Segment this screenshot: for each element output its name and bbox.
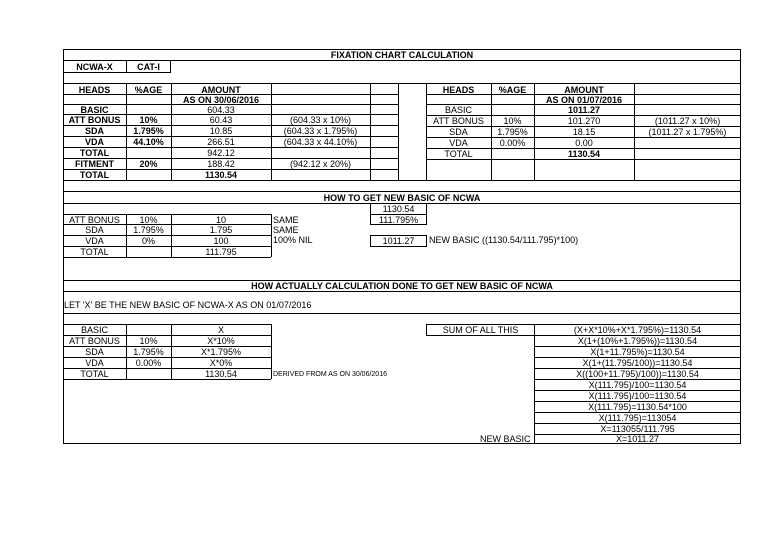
- row-val: 111.795: [205, 247, 237, 257]
- rule: [63, 83, 741, 84]
- row-note: 100% NIL: [273, 235, 313, 245]
- row-pct: 10%: [139, 115, 158, 125]
- row-amount: 0.00: [575, 138, 593, 148]
- row-val: X: [217, 325, 224, 335]
- row-amount: 942.12: [207, 148, 235, 158]
- row-val: X*1.795%: [200, 347, 242, 357]
- row-note: SAME: [273, 215, 299, 225]
- row-head: BASIC: [80, 325, 108, 335]
- row-head: VDA: [85, 358, 104, 368]
- new-basic-label: NEW BASIC ((1130.54/111.795)*100): [429, 235, 579, 245]
- row-pct: 10%: [139, 215, 158, 225]
- row-note: (942.12 x 20%): [289, 159, 352, 169]
- row-amount: 1130.54: [567, 149, 601, 159]
- page-title: FIXATION CHART CALCULATION: [330, 50, 474, 60]
- tag-ncwa: NCWA-X: [76, 62, 113, 72]
- row-head: SDA: [85, 347, 104, 357]
- row-val: 1.795: [209, 225, 233, 235]
- sum-label: SUM OF ALL THIS: [442, 325, 519, 335]
- row-note: (1011.27 x 10%): [654, 116, 721, 126]
- rule: [63, 313, 741, 314]
- calc-step: X(111.795)=113054: [598, 413, 677, 423]
- row-head: VDA: [84, 137, 104, 147]
- new-basic-result: 1011.27: [382, 236, 415, 246]
- row-pct: 1.795%: [133, 225, 164, 235]
- calc-step: X(111.795)/100=1130.54: [588, 380, 687, 390]
- row-note: (604.33 x 1.795%): [283, 126, 358, 136]
- row-val: 1130.54: [205, 369, 237, 379]
- section3-title: HOW ACTUALLY CALCULATION DONE TO GET NEW BASIC OF NCWA: [251, 281, 553, 291]
- row-amount: 604.33: [207, 105, 235, 115]
- rule: [271, 324, 272, 379]
- row-amount: 1130.54: [204, 170, 238, 180]
- row-amount: 188.42: [207, 159, 235, 169]
- row-pct: 44.10%: [133, 137, 164, 147]
- tag-cat: CAT-I: [137, 62, 160, 72]
- col-heads: HEADS: [442, 85, 475, 95]
- rule: [63, 291, 741, 292]
- row-head: FITMENT: [75, 159, 114, 169]
- row-note: (604.33 x 10%): [289, 115, 352, 125]
- row-val: X*0%: [209, 358, 233, 368]
- col-date: AS ON 01/07/2016: [545, 95, 623, 105]
- row-pct: 1.795%: [497, 127, 528, 137]
- row-head: SDA: [85, 225, 104, 235]
- row-pct: 1.795%: [133, 126, 164, 136]
- calc-step: X=1011.27: [615, 434, 660, 444]
- row-note: SAME: [273, 225, 299, 235]
- calc-step: X((100+11.795)/100))=1130.54: [576, 369, 699, 379]
- calc-step: X(1+(11.795/100))=1130.54: [582, 358, 693, 368]
- row-head: SDA: [449, 127, 468, 137]
- row-head: TOTAL: [80, 369, 109, 379]
- row-head: SDA: [84, 126, 104, 136]
- col-heads: HEADS: [78, 85, 111, 95]
- section3-intro: LET 'X' BE THE NEW BASIC OF NCWA-X AS ON 01/07/2016: [64, 300, 312, 310]
- row-head: ATT BONUS: [69, 215, 120, 225]
- row-amount: 60.43: [209, 115, 233, 125]
- calc-step: X(1+11.795%)=1130.54: [590, 347, 685, 357]
- row-amount: 18.15: [572, 127, 596, 137]
- row-head: TOTAL: [444, 149, 473, 159]
- row-head: BASIC: [444, 105, 472, 115]
- rule: [63, 379, 271, 380]
- derived-note: DERIVED FROM AS ON 30/06/2016: [273, 371, 387, 378]
- row-pct: 0.00%: [499, 138, 526, 148]
- col-pct: %AGE: [498, 85, 527, 95]
- row-val: 100: [213, 236, 229, 246]
- row-amount: 1011.27: [567, 105, 601, 115]
- row-head: ATT BONUS: [433, 116, 484, 126]
- row-note: (604.33 x 44.10%): [283, 137, 358, 147]
- row-val: X*10%: [207, 336, 235, 346]
- calc-step: X(1+(10%+1.795%))=1130.54: [577, 336, 698, 346]
- rule: [63, 180, 398, 181]
- row-head: TOTAL: [79, 148, 110, 158]
- calc-step: X(111.795)/100=1130.54: [588, 391, 687, 401]
- rule: [63, 191, 741, 192]
- rule: [398, 180, 741, 181]
- row-head: TOTAL: [80, 247, 109, 257]
- row-pct: 20%: [139, 159, 158, 169]
- calc-step: X(111.795)=1130.54*100: [588, 402, 687, 412]
- rule: [398, 83, 399, 180]
- col-amount: AMOUNT: [201, 85, 241, 95]
- row-head: VDA: [449, 138, 468, 148]
- row-head: ATT BONUS: [68, 115, 121, 125]
- row-head: VDA: [85, 236, 104, 246]
- row-pct: 0.00%: [135, 358, 162, 368]
- calc-step: X=113055/111.795: [600, 424, 675, 434]
- rule: [370, 83, 371, 180]
- new-basic-final-label: NEW BASIC: [480, 434, 531, 444]
- row-amount: 266.51: [207, 137, 235, 147]
- row-note: (1011.27 x 1.795%): [648, 127, 727, 137]
- rule: [426, 159, 741, 160]
- row-amount: 10.85: [209, 126, 233, 136]
- row-pct: 10%: [139, 336, 158, 346]
- top-box-pct: 111.795%: [378, 215, 419, 225]
- row-pct: 10%: [503, 116, 522, 126]
- row-head: TOTAL: [79, 170, 110, 180]
- rule: [63, 257, 271, 258]
- col-amount: AMOUNT: [564, 85, 604, 95]
- col-date: AS ON 30/06/2016: [182, 95, 260, 105]
- row-pct: 0%: [141, 236, 155, 246]
- row-amount: 101.270: [567, 116, 601, 126]
- rule: [271, 214, 272, 257]
- section2-title: HOW TO GET NEW BASIC OF NCWA: [323, 193, 481, 203]
- row-head: ATT BONUS: [69, 336, 120, 346]
- top-box-total: 1130.54: [382, 204, 415, 214]
- row-val: 10: [215, 215, 226, 225]
- calc-step: (X+X*10%+X*1.795%)=1130.54: [573, 325, 702, 335]
- row-head: BASIC: [80, 105, 109, 115]
- col-pct: %AGE: [134, 85, 163, 95]
- row-pct: 1.795%: [133, 347, 164, 357]
